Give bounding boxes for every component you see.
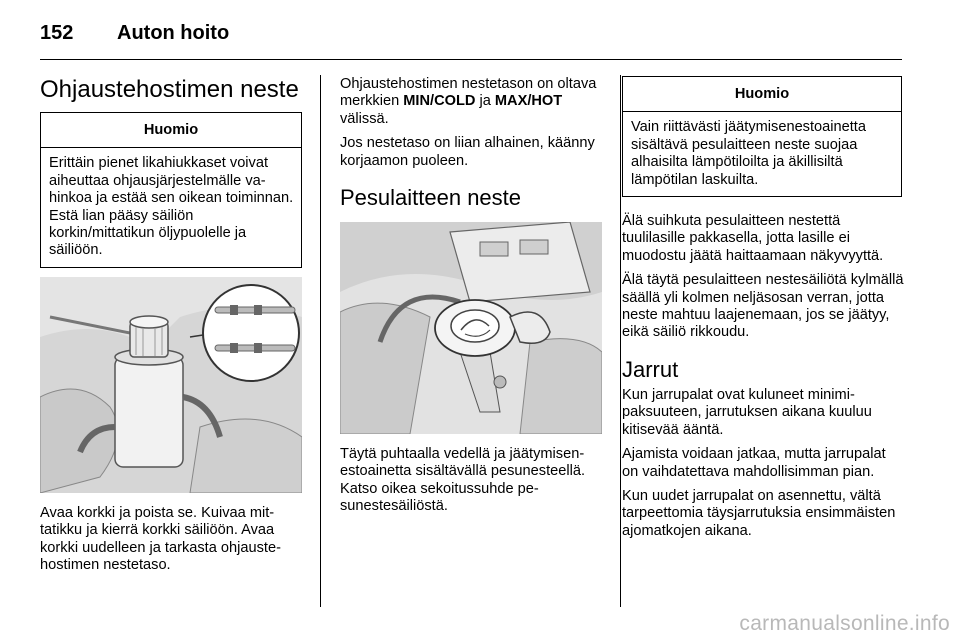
notice-box-antifreeze	[622, 76, 902, 197]
fluid-level-text-a: Ohjaustehostimen nestetason on oltava merkkien	[340, 76, 597, 110]
column-2	[340, 76, 602, 523]
column-divider-2	[620, 75, 621, 607]
illustration-power-steering-reservoir	[40, 277, 302, 493]
column-divider-1	[320, 75, 321, 607]
column-3	[622, 76, 904, 547]
paragraph-new-pads: Kun uudet jarrupalat on asennettu, vältä tarpeettomia täysjarrutuksia ensimmäisten ajomatkojen aikana.	[622, 487, 896, 539]
fluid-level-text-b: välissä.	[340, 110, 389, 127]
fluid-level-text-ja: ja	[475, 93, 495, 110]
notice-box-power-steering	[40, 112, 302, 268]
mark-max-hot: MAX/HOT	[494, 93, 563, 110]
paragraph-replace-pads: Ajamista voidaan jatkaa, mutta jarrupalat on vaihdatettava mahdollisimman pian.	[622, 446, 886, 480]
washer-drawing	[340, 222, 602, 434]
illustration-washer-reservoir	[340, 222, 602, 434]
paragraph-fill-three-quarters: Älä täytä pesulaitteen nestesäiliötä kylmällä säällä yli kolmen neljäsosan verran, jotta neste mahtuu laajenemaan, jos se jäätyy, eikä säiliö rikkoudu.	[622, 272, 904, 341]
mark-min-cold: MIN/COLD	[403, 93, 476, 110]
paragraph-fluid-level	[340, 76, 602, 128]
paragraph-no-spray-frost: Älä suihkuta pesulaitteen nestettä tuulilasille pakkasella, jotta lasille ei muodostu jäätä haittaamaan näkyvyyttä.	[622, 213, 884, 264]
header-rule	[40, 59, 902, 60]
footer-watermark: carmanualsonline.info	[739, 612, 950, 635]
column-1	[40, 76, 302, 581]
section-heading-washer-fluid: Pesulaitteen neste	[340, 185, 522, 211]
paragraph-brake-pads-worn: Kun jarrupalat ovat kuluneet minimipaksuuteen, jarrutuksen aikana kuuluu kitisevää ääntä.	[622, 386, 872, 438]
reservoir-drawing	[40, 277, 302, 493]
paragraph-low-level: Jos nestetaso on liian alhainen, käänny korjaamon puoleen.	[340, 135, 595, 169]
notice-title: Huomio	[623, 77, 901, 112]
paragraph-open-cap: Avaa korkki ja poista se. Kuivaa mittatikku ja kierrä korkki säiliöön. Avaa korkki uudelleen ja tarkasta ohjaustehostimen nestetaso.	[40, 504, 281, 574]
section-heading-power-steering: Ohjaustehostimen neste	[40, 76, 299, 103]
section-heading-brakes: Jarrut	[622, 356, 679, 382]
notice-title: Huomio	[41, 113, 301, 148]
page-number: 152	[40, 22, 74, 44]
notice-body: Erittäin pienet likahiukkaset voivat aiheuttaa ohjausjärjestelmälle vahinkoa ja estää sen oikean toiminnan. Estä lian pääsy säiliön korkin/mittatikun öljypuolelle ja säiliöön.	[49, 155, 294, 259]
notice-body: Vain riittävästi jäätymisenestoainetta sisältävä pesulaitteen neste suojaa alhaisilta lämpötiloilta ja äkillisiltä lämpötilan laskuilta.	[631, 119, 866, 188]
chapter-title: Auton hoito	[117, 22, 230, 44]
paragraph-fill-washer: Täytä puhtaalla vedellä ja jäätymisenestoainetta sisältävällä pesunesteellä. Katso oikea sekoitussuhde pesunestesäiliöstä.	[340, 446, 586, 515]
